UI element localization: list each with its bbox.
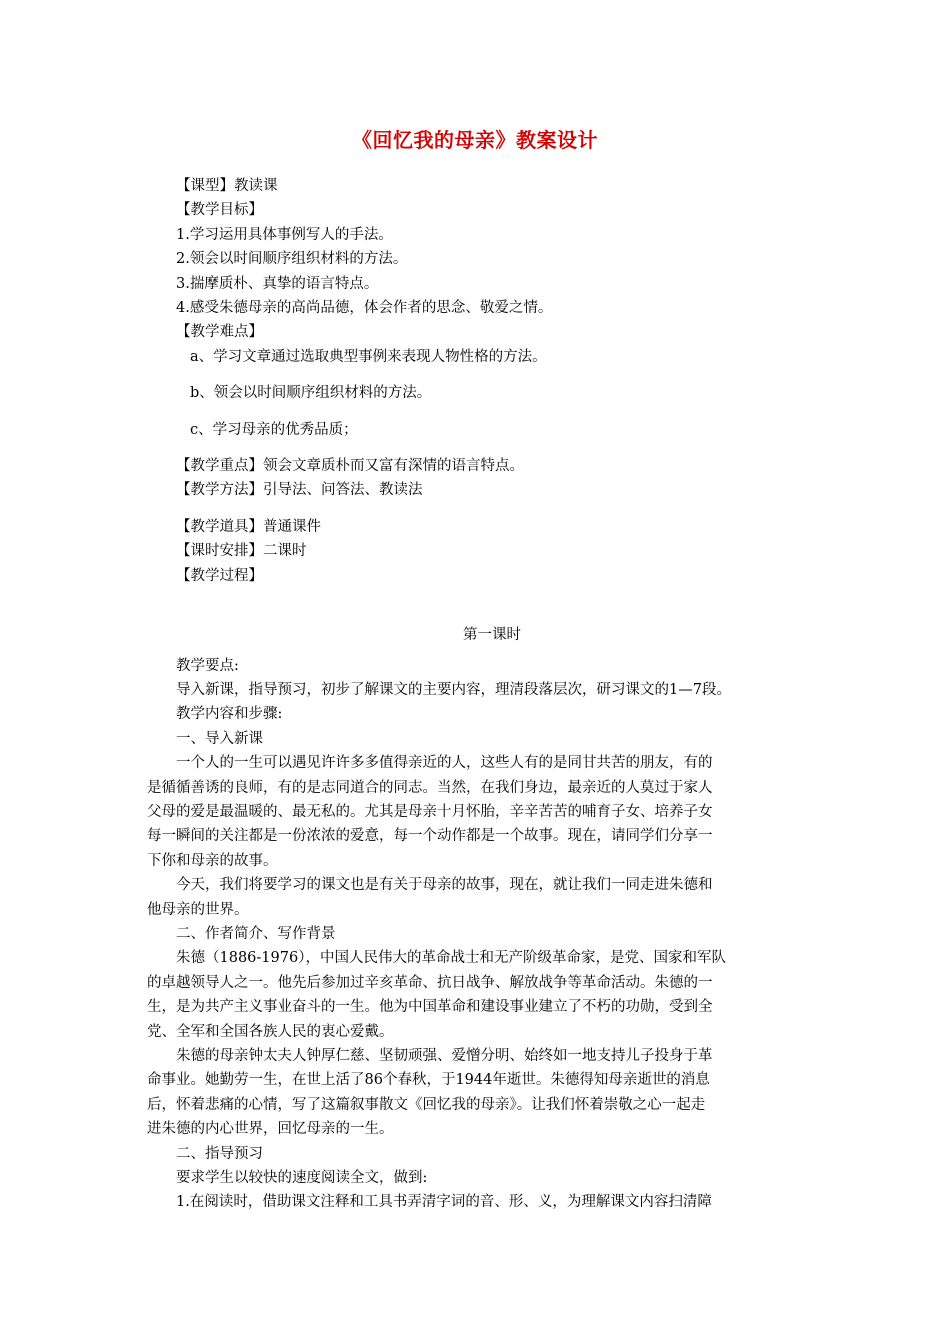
text-line: 下你和母亲的故事。 [147, 852, 278, 869]
objective-item-4: 4.感受朱德母亲的高尚品德，体会作者的思念、敬爱之情。 [176, 300, 553, 317]
difficulty-item-a: a、学习文章通过选取典型事例来表现人物性格的方法。 [190, 348, 547, 365]
text-line: 每一瞬间的关注都是一份浓浓的爱意，每一个动作都是一个故事。现在，请同学们分享一 [147, 828, 713, 845]
text-line: 是循循善诱的良师，有的是志同道合的同志。当然，在我们身边，最亲近的人莫过于家人 [147, 779, 713, 796]
text-line: 他母亲的世界。 [147, 901, 249, 918]
objective-item-1: 1.学习运用具体事例写人的手法。 [176, 226, 393, 243]
text-line: 生，是为共产主义事业奋斗的一生。他为中国革命和建设事业建立了不朽的功勋，受到全 [147, 999, 713, 1016]
objective-item-2: 2.领会以时间顺序组织材料的方法。 [176, 251, 408, 268]
document-body [147, 174, 816, 1215]
preview-heading: 二、指导预习 [176, 1145, 263, 1162]
preview-intro: 要求学生以较快的速度阅读全文，做到: [176, 1170, 428, 1187]
schedule-line: 【课时安排】二课时 [176, 543, 307, 560]
text-line: 命事业。她勤劳一生，在世上活了86个春秋，于1944年逝世。朱德得知母亲逝世的消息 [147, 1072, 710, 1089]
preview-item-1: 1.在阅读时，借助课文注释和工具书弄清字词的音、形、义，为理解课文内容扫清障 [176, 1194, 712, 1211]
methods-line: 【教学方法】引导法、问答法、教读法 [176, 482, 423, 499]
steps-label: 教学内容和步骤: [176, 706, 283, 723]
text-line: 今天，我们将要学习的课文也是有关于母亲的故事，现在，就让我们一同走进朱德和 [176, 877, 713, 894]
text-line: 父母的爱是最温暖的、最无私的。尤其是母亲十月怀胎，辛辛苦苦的哺育子女、培养子女 [147, 803, 713, 820]
points-text: 导入新课，指导预习，初步了解课文的主要内容，理清段落层次，研习课文的1—7段。 [176, 681, 731, 698]
text-line: 朱德（1886-1976），中国人民伟大的革命战士和无产阶级革命家，是党、国家和军队 [176, 950, 726, 967]
key-points-line: 【教学重点】领会文章质朴而又富有深情的语言特点。 [176, 458, 524, 475]
intro-paragraph-2 [147, 873, 816, 922]
text-line: 朱德的母亲钟太夫人钟厚仁慈、坚韧顽强、爱憎分明、始终如一地支持儿子投身于革 [176, 1048, 713, 1064]
difficulty-item-c: c、学习母亲的优秀品质； [190, 421, 358, 438]
difficulty-item-b: b、领会以时间顺序组织材料的方法。 [190, 385, 432, 402]
objectives-heading: 【教学目标】 [176, 202, 263, 219]
objective-item-3: 3.揣摩质朴、真挚的语言特点。 [176, 275, 379, 292]
intro-paragraph-1 [147, 751, 816, 873]
points-label: 教学要点: [176, 657, 239, 674]
author-heading: 二、作者简介、写作背景 [176, 925, 336, 942]
text-line: 进朱德的内心世界，回忆母亲的一生。 [147, 1121, 394, 1138]
intro-heading: 一、导入新课 [176, 730, 263, 747]
difficulties-heading: 【教学难点】 [176, 324, 263, 341]
text-line: 一个人的一生可以遇见许许多多值得亲近的人，这些人有的是同甘共苦的朋友，有的 [176, 755, 713, 772]
text-line: 党、全军和全国各族人民的衷心爱戴。 [147, 1023, 394, 1040]
text-line: 的卓越领导人之一。他先后参加过辛亥革命、抗日战争、解放战争等革命活动。朱德的一 [147, 974, 713, 991]
document-title: 《回忆我的母亲》教案设计 [352, 128, 598, 152]
course-type-line: 【课型】教读课 [176, 178, 278, 194]
props-line: 【教学道具】普通课件 [176, 518, 321, 535]
author-paragraph-2 [147, 1044, 816, 1142]
process-heading: 【教学过程】 [176, 567, 263, 584]
author-paragraph-1 [147, 946, 816, 1044]
text-line: 后，怀着悲痛的心情，写了这篇叙事散文《回忆我的母亲》。让我们怀着崇敬之心一起走 [147, 1096, 706, 1113]
section-title: 第一课时 [463, 627, 521, 644]
